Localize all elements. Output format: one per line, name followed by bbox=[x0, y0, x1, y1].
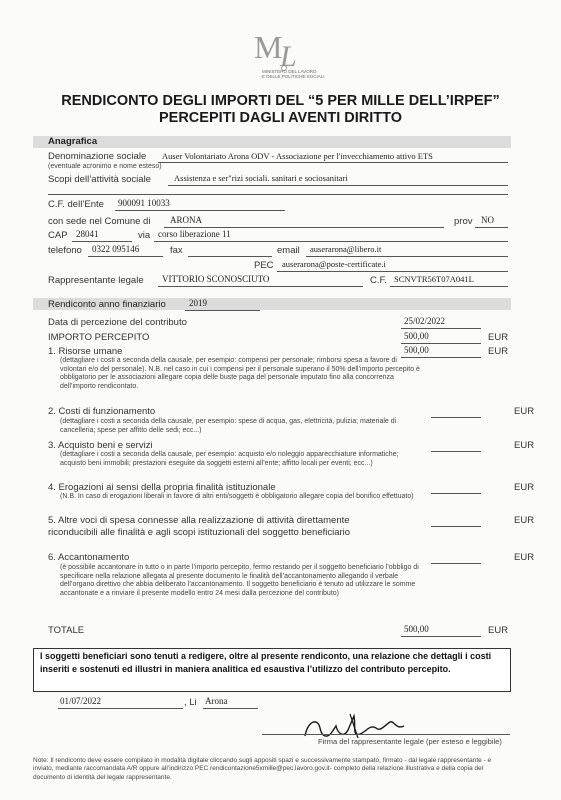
page-title bbox=[0, 93, 561, 127]
pec-value: auserarona@poste-certificate.i bbox=[282, 259, 386, 269]
totale-label: TOTALE bbox=[48, 625, 85, 636]
data-value: 25/02/2022 bbox=[404, 316, 446, 326]
rendiconto-title: Rendiconto anno finanziario bbox=[48, 299, 166, 310]
denominazione-label: Denominazione sociale bbox=[48, 151, 147, 162]
item-4-title: 4. Erogazioni ai sensi della propria finalità istituzionale bbox=[48, 482, 276, 493]
cf2-value: SCNVTR56T07A041L bbox=[394, 274, 474, 284]
item-1-value: 500,00 bbox=[404, 345, 429, 355]
item-6-currency: EUR bbox=[514, 552, 535, 563]
email-value: auserarona@libero.it bbox=[310, 244, 382, 254]
item-5-title: 5. Altre voci di spesa connesse alla realizzazione di attività direttamente riconducibili alle finalità e agli scopi istituzionali del soggetto beneficiario bbox=[48, 515, 351, 538]
item-2-currency: EUR bbox=[514, 406, 535, 417]
telefono-label: telefono bbox=[48, 245, 82, 256]
item-5-field[interactable] bbox=[431, 515, 481, 527]
telefono-value: 0322 095146 bbox=[92, 244, 140, 254]
email-label: email bbox=[277, 245, 300, 256]
item-4-desc: (N.B. In caso di erogazioni liberali in favore di altri enti/soggetti è obbligatorio allegare copia del bonifico effettuato) bbox=[60, 493, 414, 500]
item-1-title: 1. Risorse umane bbox=[48, 346, 123, 357]
anagrafica-title: Anagrafica bbox=[48, 136, 98, 147]
firma-label: Firma del rappresentante legale (per esteso e leggibile) bbox=[318, 737, 502, 746]
svg-text:M: M bbox=[254, 29, 283, 65]
ministry-name bbox=[262, 69, 325, 79]
signature-date-value: 01/07/2022 bbox=[60, 696, 102, 706]
title-line-2: PERCEPITI DAGLI AVENTI DIRITTO bbox=[158, 110, 403, 126]
item-3-title: 3. Acquisto beni e servizi bbox=[48, 440, 153, 451]
denominazione-note: (eventuale acronimo e nome esteso) bbox=[48, 163, 162, 170]
cf-value: 900091 10033 bbox=[118, 198, 170, 208]
scopi-extra-line[interactable] bbox=[48, 186, 508, 195]
totale-value: 500,00 bbox=[404, 624, 429, 634]
cf-label: C.F. dell’Ente bbox=[48, 199, 104, 210]
denominazione-value: Auser Volontariato Arona ODV - Associazione per l'invecchiamento attivo ETS bbox=[162, 151, 433, 161]
anno-value: 2019 bbox=[189, 298, 207, 308]
item-1-desc: (dettagliare i costi a seconda della causale, per esempio: compensi per personale; rimborsi spesa a favore di volontari e/o del personale). N.B. nel caso in cui i compensi per il personale superano il 50% dell’importo percepito è obbligatorio per le associazioni allegare copia delle buste paga del personale imputato fino alla concorrenza dell’importo rendicontato. bbox=[60, 357, 420, 390]
data-label: Data di percezione del contributo bbox=[48, 317, 187, 328]
item-6-field[interactable] bbox=[431, 552, 481, 564]
signature-place-value: Arona bbox=[205, 696, 228, 706]
importo-label: IMPORTO PERCEPITO bbox=[48, 332, 150, 343]
cap-label: CAP bbox=[48, 230, 68, 241]
fax-field[interactable] bbox=[188, 245, 272, 257]
li-label: , Li bbox=[184, 697, 197, 708]
comune-field[interactable] bbox=[164, 216, 444, 228]
item-5-currency: EUR bbox=[514, 515, 535, 526]
item-4-currency: EUR bbox=[514, 482, 535, 493]
item-2-desc: (dettagliare i costi a seconda della causale, per esempio: spese di acqua, gas, elettricità, pulizia; materiale di cancelleria; spese per affitto delle sedi; ecc...) bbox=[60, 418, 397, 434]
item-1-currency: EUR bbox=[488, 346, 509, 357]
svg-text:L: L bbox=[280, 40, 297, 73]
totale-currency: EUR bbox=[488, 625, 509, 636]
title-line-1: RENDICONTO DEGLI IMPORTI DEL “5 PER MILLE DELL’IRPEF” bbox=[61, 93, 500, 109]
scopi-label: Scopi dell’attività sociale bbox=[48, 174, 151, 185]
rappresentante-value: VITTORIO SCONOSCIUTO bbox=[162, 274, 270, 284]
comune-value: ARONA bbox=[170, 215, 203, 225]
ministry-line-1: MINISTERO DEL LAVORO bbox=[262, 69, 317, 74]
ministry-line-2: E DELLE POLITICHE SOCIALI bbox=[262, 74, 325, 79]
cf2-label: C.F. bbox=[370, 275, 387, 286]
fax-label: fax bbox=[170, 245, 183, 256]
importo-value: 500,00 bbox=[404, 331, 429, 341]
item-3-field[interactable] bbox=[431, 440, 481, 452]
prov-value: NO bbox=[481, 215, 494, 225]
footnote: Note: Il rendiconto deve essere compilato in modalità digitale cliccando sugli appositi spazi e successivamente stampato, firmato - dal legale rappresentante - e inviato, mediante raccomandata A/R oppure all’indirizzo PEC rendicontazione5xmille@pec.lavoro.gov.it- completo della relazione illustrativa e della copia del documento di identità del legale rappresentante. bbox=[33, 757, 492, 781]
item-3-desc: (dettagliare i costi a seconda della causale, per esempio: acquisto e/o noleggio apparecchiature informatiche; acquisto beni immobili; prestazioni eseguite da soggetti esterni all’ente; affitto locali per eventi; ecc...) bbox=[60, 451, 399, 467]
anagrafica-section-bar bbox=[33, 136, 511, 148]
item-6-title: 6. Accantonamento bbox=[48, 552, 130, 563]
item-2-title: 2. Costi di funzionamento bbox=[48, 406, 156, 417]
item-3-currency: EUR bbox=[514, 440, 535, 451]
via-label: via bbox=[138, 230, 151, 241]
via-value: corso liberazione 11 bbox=[158, 229, 231, 239]
item-6-desc: (è possibile accantonare in tutto o in parte l’importo percepito, fermo restando per il soggetto beneficiario l’obbligo di specificare nella relazione allegata al presente documento le finalità dell’accantonamento allegando il verbale dell’organo direttivo che abbia deliberato l’accantonamento. Il soggetto beneficiario è tenuto ad utilizzare le somme accantonate e a rinviare il presente modello entro 24 mesi dalla percezione del contributo) bbox=[60, 564, 419, 597]
signature-line[interactable] bbox=[262, 732, 510, 735]
prov-label: prov bbox=[454, 216, 473, 227]
rappresentante-label: Rappresentante legale bbox=[48, 275, 144, 286]
pec-label: PEC bbox=[254, 260, 274, 271]
notice-text: I soggetti beneficiari sono tenuti a redigere, oltre al presente rendiconto, una relazione che dettagli i costi inseriti e sostenuti ed illustri in maniera analitica ed esaustiva l’utilizzo del contributo percepito. bbox=[40, 651, 492, 674]
cap-value: 28041 bbox=[76, 229, 99, 239]
item-4-field[interactable] bbox=[431, 482, 481, 494]
comune-label: con sede nel Comune di bbox=[48, 216, 151, 227]
scopi-value: Assistenza e ser"rizi sociali. sanitari e sociosanitari bbox=[174, 173, 348, 183]
item-2-field[interactable] bbox=[431, 406, 481, 418]
importo-currency: EUR bbox=[488, 332, 509, 343]
